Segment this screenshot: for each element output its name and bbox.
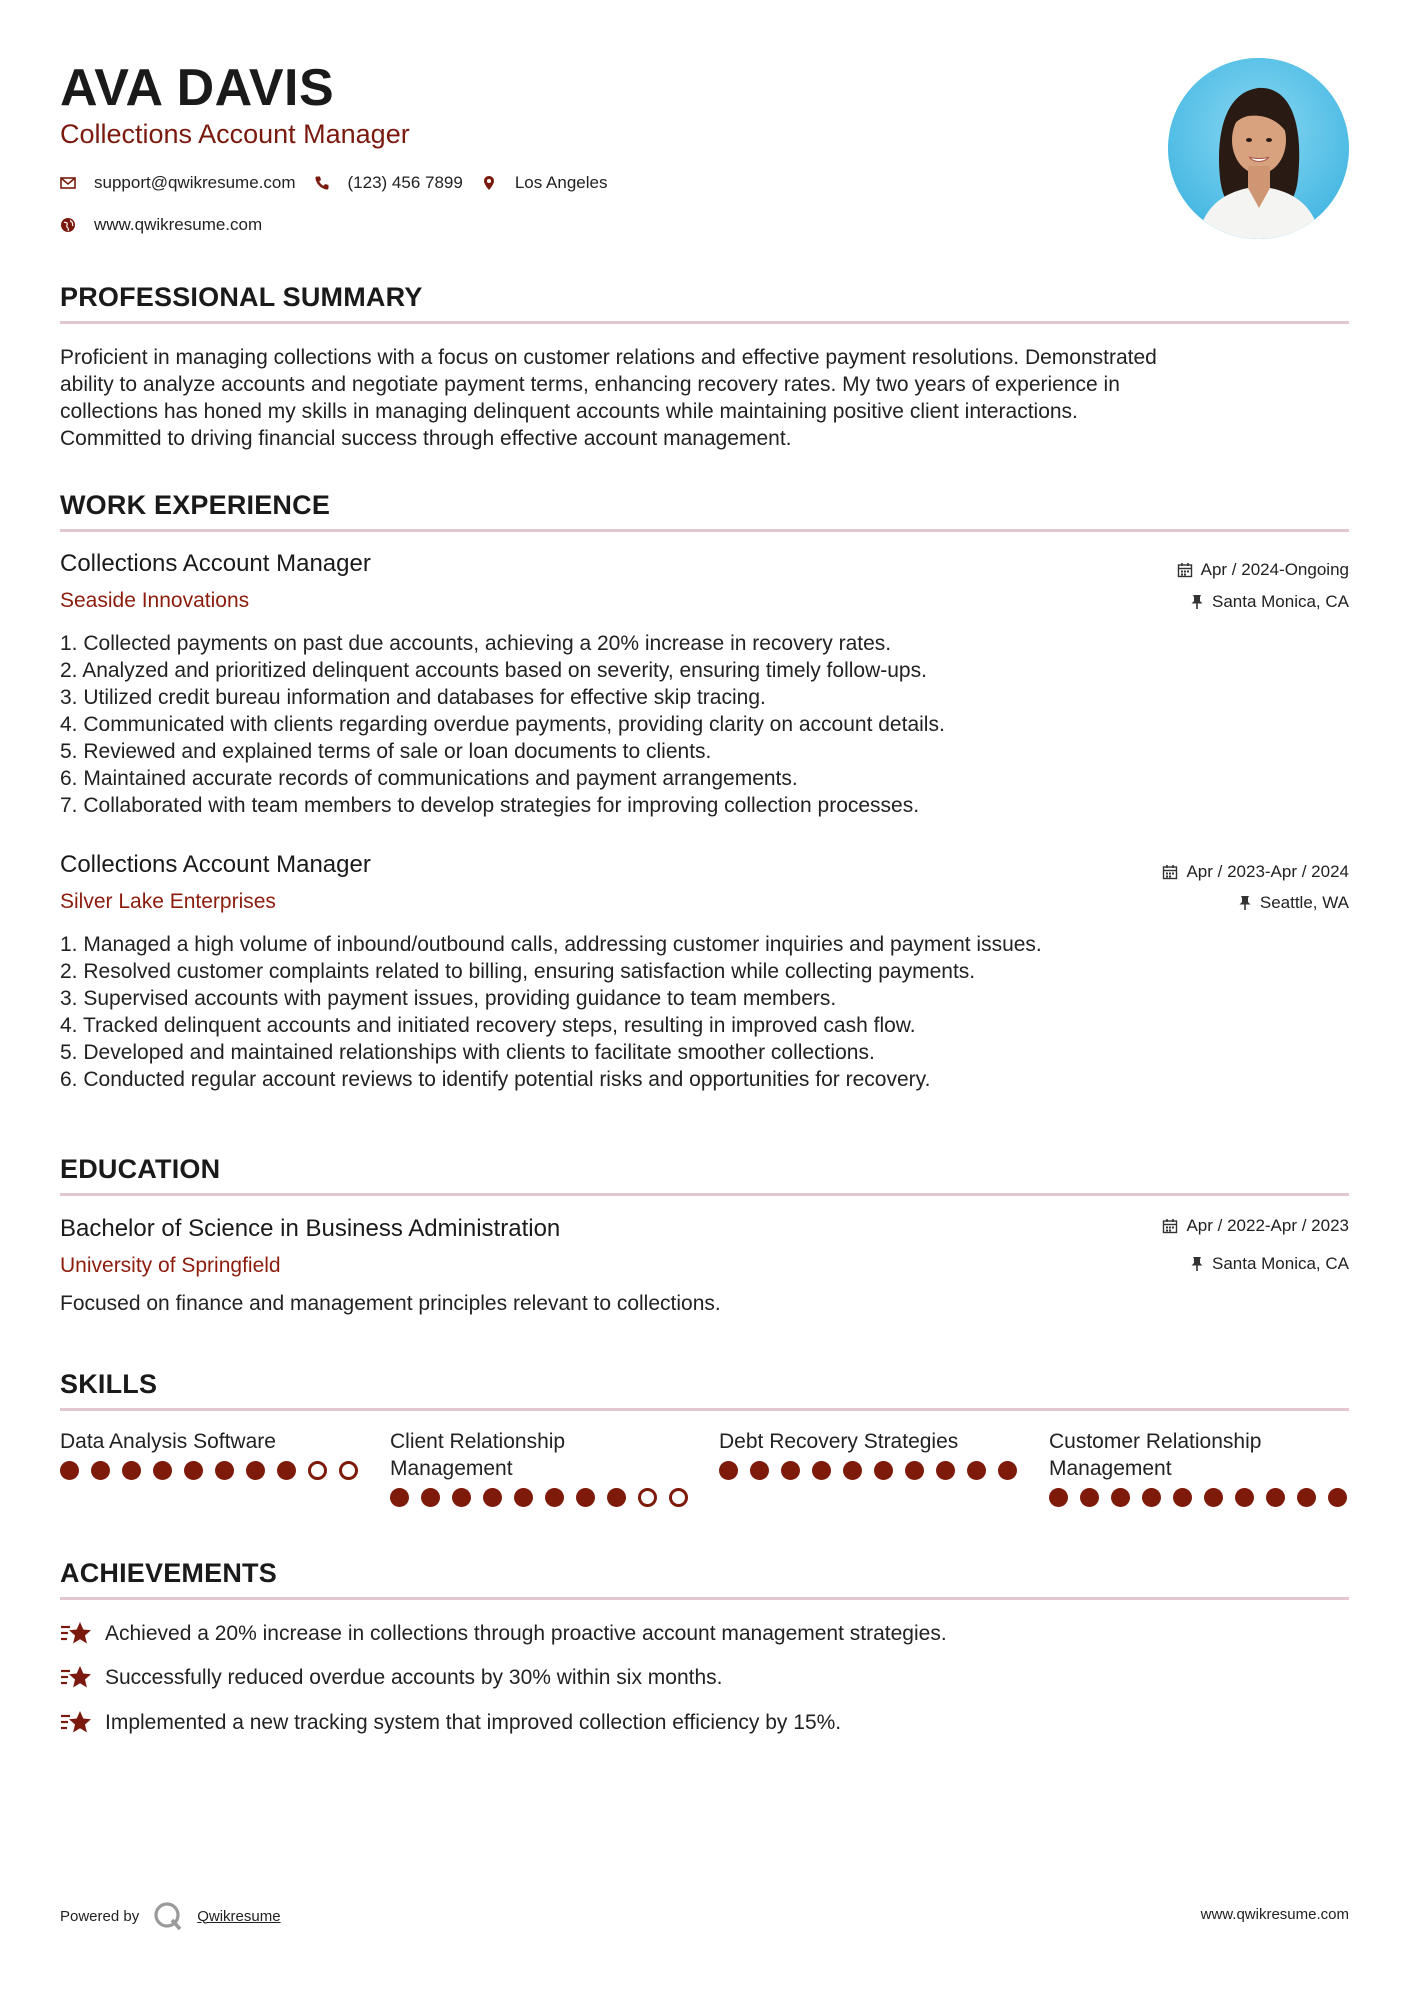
skill-dot-filled	[91, 1461, 110, 1480]
skill-dot-filled	[1328, 1488, 1347, 1507]
summary-line: collections has honed my skills in managing delinquent accounts while maintaining positive client interactions.	[60, 400, 1078, 423]
skill-dot-filled	[1142, 1488, 1161, 1507]
skill-dot-filled	[576, 1488, 595, 1507]
phone-text: (123) 456 7899	[347, 173, 463, 192]
education-description: Focused on finance and management principles relevant to collections.	[60, 1292, 721, 1315]
job-location	[1190, 592, 1349, 612]
degree-title: Bachelor of Science in Business Administration	[60, 1215, 561, 1242]
skill-dot-filled	[421, 1488, 440, 1507]
map-pin-icon	[481, 175, 497, 191]
achievement-item	[60, 1620, 947, 1648]
location-text: Los Angeles	[514, 173, 608, 192]
job-location-text: Santa Monica, CA	[1211, 592, 1349, 611]
pushpin-icon	[1238, 895, 1252, 911]
section-divider	[60, 321, 1349, 324]
skill-dot-filled	[545, 1488, 564, 1507]
section-title-achievements: ACHIEVEMENTS	[60, 1558, 277, 1588]
skill-dot-filled	[277, 1461, 296, 1480]
skill-item	[60, 1428, 370, 1480]
skill-dot-filled	[514, 1488, 533, 1507]
education-location-text: Santa Monica, CA	[1211, 1254, 1349, 1273]
skill-dot-filled	[719, 1461, 738, 1480]
calendar-icon	[1162, 864, 1178, 880]
skill-dot-filled	[184, 1461, 203, 1480]
footer-site[interactable]: www.qwikresume.com	[1200, 1906, 1349, 1923]
job-date-text: Apr / 2023-Apr / 2024	[1186, 862, 1349, 881]
skill-dot-filled	[750, 1461, 769, 1480]
skill-name: Management	[1049, 1457, 1172, 1480]
job-location-text: Seattle, WA	[1259, 893, 1349, 912]
summary-text	[60, 344, 1349, 452]
section-divider	[60, 1597, 1349, 1600]
skill-name: Customer Relationship	[1049, 1430, 1262, 1453]
candidate-title: Collections Account Manager	[60, 119, 410, 149]
email-text: support@qwikresume.com	[94, 173, 296, 192]
skill-dot-empty	[308, 1461, 327, 1480]
section-title-education: EDUCATION	[60, 1154, 221, 1184]
education-date-text: Apr / 2022-Apr / 2023	[1186, 1216, 1349, 1235]
skill-dot-filled	[1080, 1488, 1099, 1507]
job-bullets	[60, 630, 1349, 819]
skill-dot-filled	[452, 1488, 471, 1507]
contact-row-2	[60, 215, 280, 235]
job-bullet: 5. Developed and maintained relationships with clients to facilitate smoother collections.	[60, 1041, 875, 1064]
skill-dot-filled	[1266, 1488, 1285, 1507]
education-date	[1162, 1216, 1349, 1236]
job-bullet: 6. Conducted regular account reviews to identify potential risks and opportunities for recovery.	[60, 1068, 931, 1091]
skill-dot-empty	[669, 1488, 688, 1507]
company-name: Silver Lake Enterprises	[60, 890, 276, 913]
envelope-icon	[60, 175, 76, 191]
email-item[interactable]	[60, 173, 296, 193]
job-bullet: 7. Collaborated with team members to develop strategies for improving collection processes.	[60, 794, 920, 817]
pushpin-icon	[1190, 1256, 1204, 1272]
skill-name: Client Relationship	[390, 1430, 566, 1453]
job-bullet: 3. Utilized credit bureau information and databases for effective skip tracing.	[60, 686, 766, 709]
skill-dot-filled	[1173, 1488, 1192, 1507]
job-location	[1238, 893, 1349, 913]
achievement-text: Successfully reduced overdue accounts by 30% within six months.	[105, 1666, 723, 1689]
star-achievement-icon	[60, 1709, 92, 1737]
skill-dot-filled	[1049, 1488, 1068, 1507]
skill-dot-filled	[1297, 1488, 1316, 1507]
skill-dot-filled	[843, 1461, 862, 1480]
skill-dot-filled	[1111, 1488, 1130, 1507]
footer-powered-by	[60, 1901, 281, 1931]
summary-line: Committed to driving financial success through effective account management.	[60, 427, 792, 450]
school-name: University of Springfield	[60, 1254, 281, 1277]
skill-name: Data Analysis Software	[60, 1430, 276, 1453]
skill-dot-filled	[122, 1461, 141, 1480]
skill-dot-empty	[638, 1488, 657, 1507]
skill-dot-filled	[215, 1461, 234, 1480]
skill-dot-filled	[812, 1461, 831, 1480]
qwikresume-link[interactable]: Qwikresume	[197, 1907, 281, 1925]
skill-dot-empty	[339, 1461, 358, 1480]
star-achievement-icon	[60, 1664, 92, 1692]
skill-dot-filled	[905, 1461, 924, 1480]
job-bullet: 2. Resolved customer complaints related to billing, ensuring satisfaction while collecting payments.	[60, 960, 976, 983]
skill-dot-filled	[936, 1461, 955, 1480]
achievement-text: Implemented a new tracking system that improved collection efficiency by 15%.	[105, 1711, 842, 1734]
summary-line: ability to analyze accounts and negotiate payment terms, enhancing recovery rates. My two years of experience in	[60, 373, 1120, 396]
skill-rating	[390, 1488, 700, 1507]
job-date-text: Apr / 2024-Ongoing	[1200, 560, 1349, 579]
skill-rating	[60, 1461, 370, 1480]
section-divider	[60, 1193, 1349, 1196]
achievement-item	[60, 1664, 722, 1692]
skill-dot-filled	[1204, 1488, 1223, 1507]
job-bullet: 3. Supervised accounts with payment issues, providing guidance to team members.	[60, 987, 837, 1010]
achievement-text: Achieved a 20% increase in collections through proactive account management strategies.	[105, 1622, 947, 1645]
skill-dot-filled	[390, 1488, 409, 1507]
job-date	[1162, 862, 1349, 882]
phone-item[interactable]	[314, 173, 463, 193]
achievement-item	[60, 1709, 841, 1737]
website-text: www.qwikresume.com	[94, 215, 263, 234]
qwikresume-logo-icon	[153, 1901, 183, 1931]
star-achievement-icon	[60, 1620, 92, 1648]
powered-by-label: Powered by	[60, 1907, 140, 1925]
pushpin-icon	[1190, 594, 1204, 610]
job-bullet: 5. Reviewed and explained terms of sale or loan documents to clients.	[60, 740, 712, 763]
summary-line: Proficient in managing collections with a focus on customer relations and effective payment resolutions. Demonstrated	[60, 346, 1157, 369]
phone-icon	[314, 175, 330, 191]
website-item[interactable]	[60, 215, 262, 235]
job-bullet: 1. Collected payments on past due accounts, achieving a 20% increase in recovery rates.	[60, 632, 892, 655]
location-item	[481, 173, 608, 193]
skill-rating	[1049, 1488, 1359, 1507]
calendar-icon	[1162, 1218, 1178, 1234]
candidate-name: AVA DAVIS	[60, 59, 335, 117]
skill-dot-filled	[781, 1461, 800, 1480]
section-divider	[60, 1408, 1349, 1411]
skill-name: Debt Recovery Strategies	[719, 1430, 959, 1453]
job-date	[1177, 560, 1349, 580]
globe-icon	[60, 217, 76, 233]
job-bullet: 4. Tracked delinquent accounts and initiated recovery steps, resulting in improved cash flow.	[60, 1014, 916, 1037]
calendar-icon	[1177, 562, 1193, 578]
job-bullets	[60, 931, 1349, 1093]
contact-row-1	[60, 173, 625, 193]
education-location	[1190, 1254, 1349, 1274]
profile-photo	[1168, 58, 1349, 239]
skill-dot-filled	[483, 1488, 502, 1507]
job-bullet: 1. Managed a high volume of inbound/outbound calls, addressing customer inquiries and payment issues.	[60, 933, 1042, 956]
skill-rating	[719, 1461, 1029, 1480]
skill-dot-filled	[60, 1461, 79, 1480]
job-bullet: 2. Analyzed and prioritized delinquent accounts based on severity, ensuring timely follow-ups.	[60, 659, 927, 682]
skill-item	[1049, 1428, 1359, 1507]
skill-item	[390, 1428, 700, 1507]
job-bullet: 6. Maintained accurate records of communications and payment arrangements.	[60, 767, 798, 790]
skill-name: Management	[390, 1457, 513, 1480]
skill-dot-filled	[246, 1461, 265, 1480]
section-divider	[60, 529, 1349, 532]
skill-dot-filled	[607, 1488, 626, 1507]
skill-dot-filled	[998, 1461, 1017, 1480]
skill-dot-filled	[874, 1461, 893, 1480]
job-title: Collections Account Manager	[60, 550, 371, 577]
job-title: Collections Account Manager	[60, 851, 371, 878]
job-bullet: 4. Communicated with clients regarding overdue payments, providing clarity on account details.	[60, 713, 945, 736]
section-title-summary: PROFESSIONAL SUMMARY	[60, 282, 423, 312]
section-title-skills: SKILLS	[60, 1369, 158, 1399]
company-name: Seaside Innovations	[60, 589, 250, 612]
skill-dot-filled	[967, 1461, 986, 1480]
skill-dot-filled	[1235, 1488, 1254, 1507]
profile-photo-illustration	[1168, 58, 1349, 239]
skill-dot-filled	[153, 1461, 172, 1480]
section-title-experience: WORK EXPERIENCE	[60, 490, 331, 520]
skill-item	[719, 1428, 1029, 1480]
